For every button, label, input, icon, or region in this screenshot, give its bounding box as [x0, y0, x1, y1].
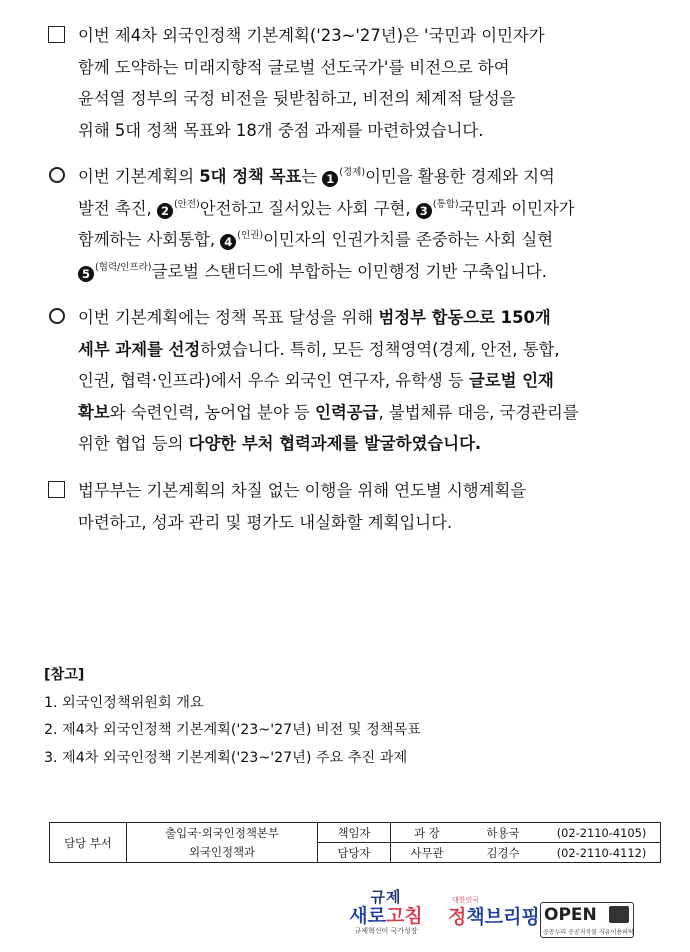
contact-name: 하용국	[463, 823, 543, 843]
dept-name: 외국인정책과	[127, 843, 318, 863]
number-4-icon: 4	[220, 234, 236, 250]
title-label: 과 장	[391, 823, 464, 843]
text-line: 5 $^{(협력/인프라)}$글로벌 스탠더드에 부합하는 이민행정 기반 구축입니다.	[44, 256, 664, 288]
text-line: 마련하고, 성과 관리 및 평가도 내실화할 계획입니다.	[78, 512, 453, 532]
paragraph-vision	[44, 20, 664, 146]
text-line: 법무부는 기본계획의 차질 없는 이행을 위해 연도별 시행계획을	[78, 481, 527, 500]
number-5-icon: 5	[78, 266, 94, 282]
square-bullet-icon	[44, 20, 78, 52]
number-1-icon: 1	[322, 171, 338, 187]
paragraph-implementation	[44, 475, 664, 538]
square-bullet-icon	[44, 475, 78, 507]
number-2-icon: 2	[157, 203, 173, 219]
text-line: 세부 과제를 선정하였습니다. 특히, 모든 정책영역(경제, 안전, 통합,	[78, 339, 560, 359]
contact-name: 김경수	[463, 843, 543, 863]
reference-item: 3. 제4차 외국인정책 기본계획('23~'27년) 주요 추진 과제	[44, 749, 408, 766]
regulation-reform-logo: 규제 새로고침 규제혁신이 국가성장	[349, 888, 423, 935]
text-line: 위한 협업 등의 다양한 부처 협력과제를 발굴하였습니다.	[78, 434, 482, 453]
text-line: 함께하는 사회통합, 4 $^{(인권)}$이민자의 인권가치를 존중하는 사회 실현	[78, 230, 554, 249]
text-line: 함께 도약하는 미래지향적 글로벌 선도국가'를 비전으로 하여	[78, 57, 510, 77]
text-line: 위해 5대 정책 목표와 18개 중점 과제를 마련하였습니다.	[78, 120, 484, 140]
policy-briefing-logo: 대한민국 정책브리핑	[448, 896, 540, 928]
reference-item: 2. 제4차 외국인정책 기본계획('23~'27년) 비전 및 정책목표	[44, 722, 421, 738]
role-label: 담당자	[318, 843, 391, 863]
title-label: 사무관	[391, 843, 464, 863]
reference-item: 1. 외국인정책위원회 개요	[44, 694, 204, 711]
number-3-icon: 3	[416, 203, 432, 219]
reference-title: [참고]	[44, 667, 85, 683]
role-label: 책임자	[318, 823, 391, 843]
contact-table	[49, 822, 661, 863]
dept-name: 출입국·외국인정책본부	[127, 823, 318, 843]
text-line: 윤석열 정부의 국정 비전을 뒷받침하고, 비전의 체계적 달성을	[78, 89, 516, 108]
text-line: 이번 제4차 외국인정책 기본계획('23~'27년)은 '국민과 이민자가	[78, 26, 545, 45]
attribution-icon	[609, 906, 629, 923]
text-line: 발전 촉진, 2 $^{(안전)}$안전하고 질서있는 사회 구현, 3 $^{(통합)}$국민과 이민자가	[78, 198, 575, 218]
phone-number: (02-2110-4105)	[543, 823, 661, 843]
footer-logos	[340, 890, 680, 946]
circle-bullet-icon	[44, 302, 78, 334]
text-line: 확보와 숙련인력, 농어업 분야 등 인력공급, 불법체류 대응, 국경관리를	[78, 402, 579, 422]
dept-label: 담당 부서	[50, 823, 127, 863]
phone-number: (02-2110-4112)	[543, 843, 661, 863]
reference-section	[44, 662, 421, 772]
circle-bullet-icon	[44, 161, 78, 193]
open-license-logo: OPEN 공공누리 공공저작물 자유이용허락	[540, 902, 634, 938]
paragraph-policy-goals: 이번 기본계획의 5대 정책 목표는 1 $^{(경제)}$이민을 활용한 경제와 지역 발전 촉진, 2 $^{(안전)}$안전하고 질서있는 사회 구현, 3 $^{(통합)}$국민과 이민자가 함께하는 사회통합, 4 $^{(인권)}$이민자의 인권가치를 존중하는 사회 실현 5 $^{(협력/인프라)}$글로벌 스탠더드에 부합하는 이민행정 기반 구축입니다.	[44, 161, 664, 287]
text-line: 인권, 협력·인프라)에서 우수 외국인 연구자, 유학생 등 글로벌 인재	[78, 371, 554, 390]
paragraph-tasks: 이번 기본계획에는 정책 목표 달성을 위해 범정부 합동으로 150개 세부 과제를 선정하였습니다. 특히, 모든 정책영역(경제, 안전, 통합, 인권, 협력·인프라)에서 우수 외국인 연구자, 유학생 등 글로벌 인재 확보와 숙련인력, 농어업 분야 등 인력공급, 불법체류 대응, 국경관리를 위한 협업 등의 다양한 부처 협력과제를 발굴하였습니다.	[44, 302, 664, 460]
